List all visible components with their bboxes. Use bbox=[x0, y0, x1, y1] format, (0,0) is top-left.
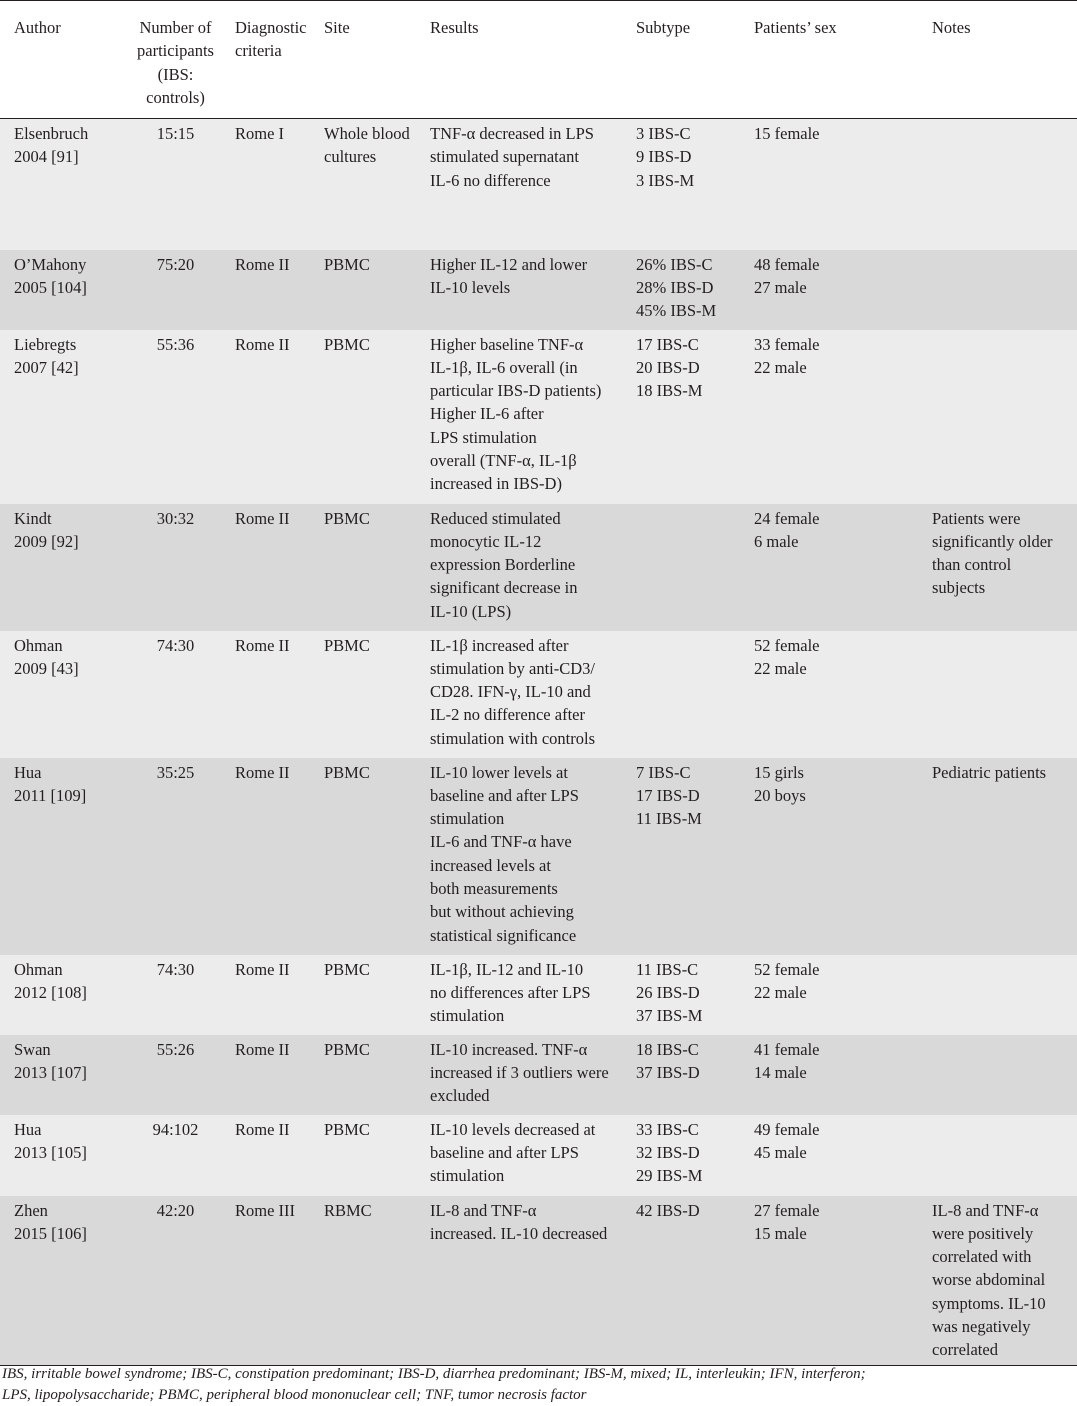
cell-text: Rome II bbox=[235, 1119, 290, 1139]
cell-text-line: 41 female bbox=[754, 1039, 820, 1059]
table-body bbox=[0, 119, 1077, 1366]
cell-text-line: stimulation bbox=[430, 1006, 505, 1026]
cell-text-line: 2009 [43] bbox=[14, 658, 79, 678]
table-row bbox=[0, 631, 1077, 758]
cell-diagnostic-criteria bbox=[235, 955, 324, 1035]
cell-text-line: Liebregts bbox=[14, 334, 77, 354]
cell-diagnostic-criteria bbox=[235, 631, 324, 758]
cell-author bbox=[0, 250, 122, 330]
cell-text-line: Kindt bbox=[14, 508, 52, 528]
cell-text-line: 42 IBS-D bbox=[636, 1200, 700, 1220]
cell-text-line: LPS stimulation bbox=[430, 427, 537, 447]
cell-text-line: correlated bbox=[932, 1340, 998, 1360]
cell-text: 15:15 bbox=[156, 124, 195, 143]
cell-text-line: 15 girls bbox=[754, 762, 804, 782]
cell-text-line: 33 IBS-C bbox=[636, 1119, 699, 1139]
cell-results bbox=[430, 631, 636, 758]
header-diagnostic-criteria: Diagnostic criteria bbox=[235, 1, 324, 119]
cell-diagnostic-criteria bbox=[235, 758, 324, 955]
cell-text-line: 45% IBS-M bbox=[636, 301, 717, 321]
cell-results bbox=[430, 1196, 636, 1366]
cell-results bbox=[430, 330, 636, 504]
cell-text-line: 6 male bbox=[754, 531, 799, 551]
cell-patients-sex bbox=[754, 119, 932, 250]
cell-notes bbox=[932, 250, 1077, 330]
cell-text-line: 2013 [105] bbox=[14, 1142, 87, 1162]
cell-text-line: IL-6 no difference bbox=[430, 170, 551, 190]
cell-results bbox=[430, 955, 636, 1035]
cell-text-line: baseline and after LPS bbox=[430, 785, 579, 805]
cell-text: 74:30 bbox=[156, 959, 195, 979]
cell-participants bbox=[122, 250, 235, 330]
cell-text-line: stimulated supernatant bbox=[430, 147, 579, 167]
cell-results bbox=[430, 250, 636, 330]
cell-participants bbox=[122, 119, 235, 250]
cell-text-line: were positively bbox=[932, 1223, 1034, 1243]
cell-text-line: IL-1β increased after bbox=[430, 635, 569, 655]
cell-text-line: Elsenbruch bbox=[14, 124, 89, 143]
table-row bbox=[0, 250, 1077, 330]
cell-notes bbox=[932, 631, 1077, 758]
cell-text-line: statistical significance bbox=[430, 925, 577, 945]
cell-text-line: 2007 [42] bbox=[14, 357, 79, 377]
header-participants: Number of participants (IBS: controls) bbox=[122, 1, 235, 119]
cell-text-line: IL-6 and TNF-α have bbox=[430, 832, 572, 852]
cell-author bbox=[0, 330, 122, 504]
cell-text-line: 15 male bbox=[754, 1223, 807, 1243]
cell-subtype bbox=[636, 504, 754, 631]
cell-author bbox=[0, 1035, 122, 1115]
header-patients-sex: Patients’ sex bbox=[754, 1, 932, 119]
cell-text-line: 26 IBS-D bbox=[636, 982, 700, 1002]
cell-text-line: no differences after LPS bbox=[430, 982, 591, 1002]
cell-patients-sex bbox=[754, 1115, 932, 1196]
cell-text-line: cultures bbox=[324, 147, 377, 167]
cell-text: 35:25 bbox=[156, 762, 195, 782]
cell-text-line: increased levels at bbox=[430, 855, 551, 875]
cell-text-line: 27 male bbox=[754, 277, 807, 297]
cell-notes bbox=[932, 758, 1077, 955]
cell-text-line: 15 female bbox=[754, 124, 820, 143]
cell-patients-sex bbox=[754, 631, 932, 758]
cell-site bbox=[324, 758, 430, 955]
cell-text-line: expression Borderline bbox=[430, 555, 576, 575]
cell-text-line: overall (TNF-α, IL-1β bbox=[430, 450, 577, 470]
cell-text-line: 2011 [109] bbox=[14, 785, 87, 805]
cell-results bbox=[430, 1035, 636, 1115]
cell-text-line: 33 female bbox=[754, 334, 820, 354]
cell-text-line: stimulation with controls bbox=[430, 728, 595, 748]
cell-text-line: Higher baseline TNF-α bbox=[430, 334, 584, 354]
cell-text: Rome II bbox=[235, 635, 290, 655]
cell-subtype bbox=[636, 1035, 754, 1115]
cell-text-line: PBMC bbox=[324, 508, 370, 528]
cell-text-line: RBMC bbox=[324, 1200, 372, 1220]
cell-text-line: symptoms. IL-10 bbox=[932, 1293, 1046, 1313]
cell-text-line: significantly older bbox=[932, 531, 1053, 551]
cell-text-line: IL-10 (LPS) bbox=[430, 601, 512, 621]
header-results: Results bbox=[430, 1, 636, 119]
cell-text-line: 49 female bbox=[754, 1119, 820, 1139]
cell-patients-sex bbox=[754, 1196, 932, 1366]
table-row bbox=[0, 504, 1077, 631]
cell-text-line: 37 IBS-M bbox=[636, 1006, 703, 1026]
cell-text: Rome I bbox=[235, 124, 285, 143]
cell-subtype bbox=[636, 250, 754, 330]
cell-text-line: PBMC bbox=[324, 334, 370, 354]
cell-text-line: baseline and after LPS bbox=[430, 1142, 579, 1162]
cell-subtype bbox=[636, 1115, 754, 1196]
table-row bbox=[0, 119, 1077, 250]
cell-participants bbox=[122, 1115, 235, 1196]
cell-text-line: 22 male bbox=[754, 357, 807, 377]
cell-subtype bbox=[636, 955, 754, 1035]
cell-text-line: stimulation bbox=[430, 1166, 505, 1186]
header-notes: Notes bbox=[932, 1, 1077, 119]
cell-site bbox=[324, 631, 430, 758]
cell-text: 42:20 bbox=[156, 1200, 195, 1220]
cell-text-line: CD28. IFN-γ, IL-10 and bbox=[430, 682, 591, 702]
cell-author bbox=[0, 119, 122, 250]
cell-author bbox=[0, 631, 122, 758]
cell-results bbox=[430, 758, 636, 955]
cell-notes bbox=[932, 504, 1077, 631]
cell-text-line: Hua bbox=[14, 762, 42, 782]
cell-diagnostic-criteria bbox=[235, 1196, 324, 1366]
cell-text-line: Whole blood bbox=[324, 124, 410, 143]
cell-text-line: Ohman bbox=[14, 959, 63, 979]
cell-text-line: 2015 [106] bbox=[14, 1223, 87, 1243]
cell-text-line: both measurements bbox=[430, 878, 558, 898]
cell-participants bbox=[122, 758, 235, 955]
cell-author bbox=[0, 955, 122, 1035]
table-row bbox=[0, 1196, 1077, 1366]
cell-diagnostic-criteria bbox=[235, 1035, 324, 1115]
cell-text-line: 48 female bbox=[754, 254, 820, 274]
cell-text-line: 22 male bbox=[754, 658, 807, 678]
cell-text-line: 17 IBS-C bbox=[636, 334, 699, 354]
header-author: Author bbox=[0, 1, 122, 119]
cell-text: Rome II bbox=[235, 762, 290, 782]
cell-text-line: Higher IL-6 after bbox=[430, 404, 544, 424]
cell-patients-sex bbox=[754, 955, 932, 1035]
cell-text-line: 11 IBS-C bbox=[636, 959, 699, 979]
cell-notes bbox=[932, 330, 1077, 504]
cell-notes bbox=[932, 1115, 1077, 1196]
cell-text-line: particular IBS-D patients) bbox=[430, 381, 602, 401]
cell-author bbox=[0, 1115, 122, 1196]
cell-subtype bbox=[636, 330, 754, 504]
table-header bbox=[0, 1, 1077, 119]
cell-site bbox=[324, 1035, 430, 1115]
cell-text-line: PBMC bbox=[324, 1119, 370, 1139]
cell-text-line: 2005 [104] bbox=[14, 277, 87, 297]
cell-participants bbox=[122, 1196, 235, 1366]
cell-text-line: 37 IBS-D bbox=[636, 1062, 700, 1082]
cell-site bbox=[324, 119, 430, 250]
header-subtype: Subtype bbox=[636, 1, 754, 119]
table-row bbox=[0, 330, 1077, 504]
cell-text-line: 20 boys bbox=[754, 785, 806, 805]
cell-text-line: 18 IBS-C bbox=[636, 1039, 699, 1059]
cell-text-line: 2004 [91] bbox=[14, 147, 79, 167]
cell-results bbox=[430, 1115, 636, 1196]
cell-text-line: TNF-α decreased in LPS bbox=[430, 124, 594, 143]
cell-text-line: 9 IBS-D bbox=[636, 147, 692, 167]
cell-text-line: 2012 [108] bbox=[14, 982, 87, 1002]
cell-text: Rome II bbox=[235, 254, 290, 274]
cell-participants bbox=[122, 955, 235, 1035]
cell-text-line: IL-1β, IL-12 and IL-10 bbox=[430, 959, 584, 979]
cell-text-line: IL-10 lower levels at bbox=[430, 762, 568, 782]
cell-text-line: Ohman bbox=[14, 635, 63, 655]
cell-site bbox=[324, 250, 430, 330]
table-row bbox=[0, 1115, 1077, 1196]
cell-text-line: PBMC bbox=[324, 1039, 370, 1059]
cell-site bbox=[324, 504, 430, 631]
cell-text-line: Reduced stimulated bbox=[430, 508, 561, 528]
cell-participants bbox=[122, 330, 235, 504]
footnote-line: IBS, irritable bowel syndrome; IBS-C, constipation predominant; IBS-D, diarrhea predominant; IBS-M, mixed; IL, interleukin; IFN, interferon; bbox=[2, 1366, 866, 1382]
cell-results bbox=[430, 504, 636, 631]
cell-site bbox=[324, 955, 430, 1035]
cell-text-line: excluded bbox=[430, 1086, 490, 1106]
cell-text-line: 32 IBS-D bbox=[636, 1142, 700, 1162]
cell-text-line: IL-1β, IL-6 overall (in bbox=[430, 357, 578, 377]
cell-text-line: increased in IBS-D) bbox=[430, 474, 562, 494]
cell-text-line: Higher IL-12 and lower bbox=[430, 254, 588, 274]
cell-text: 94:102 bbox=[152, 1119, 199, 1139]
cell-text-line: 18 IBS-M bbox=[636, 381, 703, 401]
cell-patients-sex bbox=[754, 330, 932, 504]
cell-text-line: PBMC bbox=[324, 254, 370, 274]
cell-text-line: significant decrease in bbox=[430, 578, 578, 598]
cell-text-line: Swan bbox=[14, 1039, 51, 1059]
cell-text-line: 17 IBS-D bbox=[636, 785, 700, 805]
cell-text-line: O’Mahony bbox=[14, 254, 87, 274]
cell-text-line: 2013 [107] bbox=[14, 1062, 87, 1082]
cell-text-line: monocytic IL-12 bbox=[430, 531, 542, 551]
cell-text-line: PBMC bbox=[324, 959, 370, 979]
cell-text-line: Zhen bbox=[14, 1200, 48, 1220]
cell-text-line: Pediatric patients bbox=[932, 762, 1047, 782]
cell-text-line: subjects bbox=[932, 578, 986, 598]
cell-site bbox=[324, 1115, 430, 1196]
cell-text-line: than control bbox=[932, 555, 1012, 575]
table-row bbox=[0, 758, 1077, 955]
cell-participants bbox=[122, 504, 235, 631]
cell-notes bbox=[932, 119, 1077, 250]
cell-participants bbox=[122, 1035, 235, 1115]
cell-text-line: 45 male bbox=[754, 1142, 807, 1162]
cell-text-line: 27 female bbox=[754, 1200, 820, 1220]
cell-text-line: PBMC bbox=[324, 635, 370, 655]
cell-text-line: 52 female bbox=[754, 635, 820, 655]
cell-author bbox=[0, 758, 122, 955]
cell-patients-sex bbox=[754, 758, 932, 955]
cell-text-line: 11 IBS-M bbox=[636, 809, 702, 829]
cell-patients-sex bbox=[754, 504, 932, 631]
cell-text-line: 7 IBS-C bbox=[636, 762, 691, 782]
cell-subtype bbox=[636, 758, 754, 955]
cell-text: 74:30 bbox=[156, 635, 195, 655]
cell-text-line: IL-10 increased. TNF-α bbox=[430, 1039, 588, 1059]
cell-text-line: but without achieving bbox=[430, 902, 574, 922]
cell-diagnostic-criteria bbox=[235, 1115, 324, 1196]
cell-text-line: IL-8 and TNF-α bbox=[932, 1200, 1039, 1220]
cell-text-line: correlated with bbox=[932, 1247, 1032, 1267]
cell-text: Rome II bbox=[235, 334, 290, 354]
cell-text: Rome III bbox=[235, 1200, 296, 1220]
cell-text-line: 52 female bbox=[754, 959, 820, 979]
cell-text-line: 3 IBS-M bbox=[636, 170, 695, 190]
cell-patients-sex bbox=[754, 1035, 932, 1115]
cell-text-line: Patients were bbox=[932, 508, 1021, 528]
cell-patients-sex bbox=[754, 250, 932, 330]
cell-notes bbox=[932, 1035, 1077, 1115]
cell-text-line: increased. IL-10 decreased bbox=[430, 1223, 608, 1243]
header-site: Site bbox=[324, 1, 430, 119]
cell-author bbox=[0, 1196, 122, 1366]
cell-text-line: IL-10 levels decreased at bbox=[430, 1119, 596, 1139]
table-row bbox=[0, 1035, 1077, 1115]
cell-text-line: 20 IBS-D bbox=[636, 357, 700, 377]
cell-text: Rome II bbox=[235, 1039, 290, 1059]
cell-text-line: 24 female bbox=[754, 508, 820, 528]
cell-text-line: 28% IBS-D bbox=[636, 277, 714, 297]
cell-text: 55:36 bbox=[156, 334, 195, 354]
cell-diagnostic-criteria bbox=[235, 330, 324, 504]
cell-text-line: worse abdominal bbox=[932, 1270, 1046, 1290]
cell-text-line: 26% IBS-C bbox=[636, 254, 713, 274]
cell-results bbox=[430, 119, 636, 250]
header-row bbox=[0, 1, 1077, 119]
cell-text-line: increased if 3 outliers were bbox=[430, 1062, 609, 1082]
cell-text: 55:26 bbox=[156, 1039, 195, 1059]
cell-author bbox=[0, 504, 122, 631]
cell-text-line: 3 IBS-C bbox=[636, 124, 691, 143]
table-footnote bbox=[2, 1364, 1072, 1406]
cell-text-line: was negatively bbox=[932, 1316, 1031, 1336]
cell-text: Rome II bbox=[235, 508, 290, 528]
cell-text-line: stimulation bbox=[430, 809, 505, 829]
cell-text-line: 2009 [92] bbox=[14, 531, 79, 551]
cell-text-line: IL-10 levels bbox=[430, 277, 511, 297]
cell-text: Rome II bbox=[235, 959, 290, 979]
cell-notes bbox=[932, 955, 1077, 1035]
cell-text-line: IL-8 and TNF-α bbox=[430, 1200, 537, 1220]
cell-text-line: Hua bbox=[14, 1119, 42, 1139]
cell-text-line: IL-2 no difference after bbox=[430, 705, 585, 725]
cell-text: 30:32 bbox=[156, 508, 195, 528]
cell-text-line: 22 male bbox=[754, 982, 807, 1002]
cell-participants bbox=[122, 631, 235, 758]
cell-text-line: 14 male bbox=[754, 1062, 807, 1082]
cell-diagnostic-criteria bbox=[235, 504, 324, 631]
cell-subtype bbox=[636, 119, 754, 250]
cell-text-line: 29 IBS-M bbox=[636, 1166, 703, 1186]
cell-diagnostic-criteria bbox=[235, 250, 324, 330]
table-row bbox=[0, 955, 1077, 1035]
cell-text-line: stimulation by anti-CD3/ bbox=[430, 658, 595, 678]
cell-diagnostic-criteria bbox=[235, 119, 324, 250]
footnote-line: LPS, lipopolysaccharide; PBMC, peripheral blood mononuclear cell; TNF, tumor necrosis factor bbox=[2, 1387, 587, 1403]
cell-notes bbox=[932, 1196, 1077, 1366]
cell-text: 75:20 bbox=[156, 254, 195, 274]
cell-subtype bbox=[636, 1196, 754, 1366]
cell-subtype bbox=[636, 631, 754, 758]
cell-text-line: PBMC bbox=[324, 762, 370, 782]
cell-site bbox=[324, 1196, 430, 1366]
cell-site bbox=[324, 330, 430, 504]
